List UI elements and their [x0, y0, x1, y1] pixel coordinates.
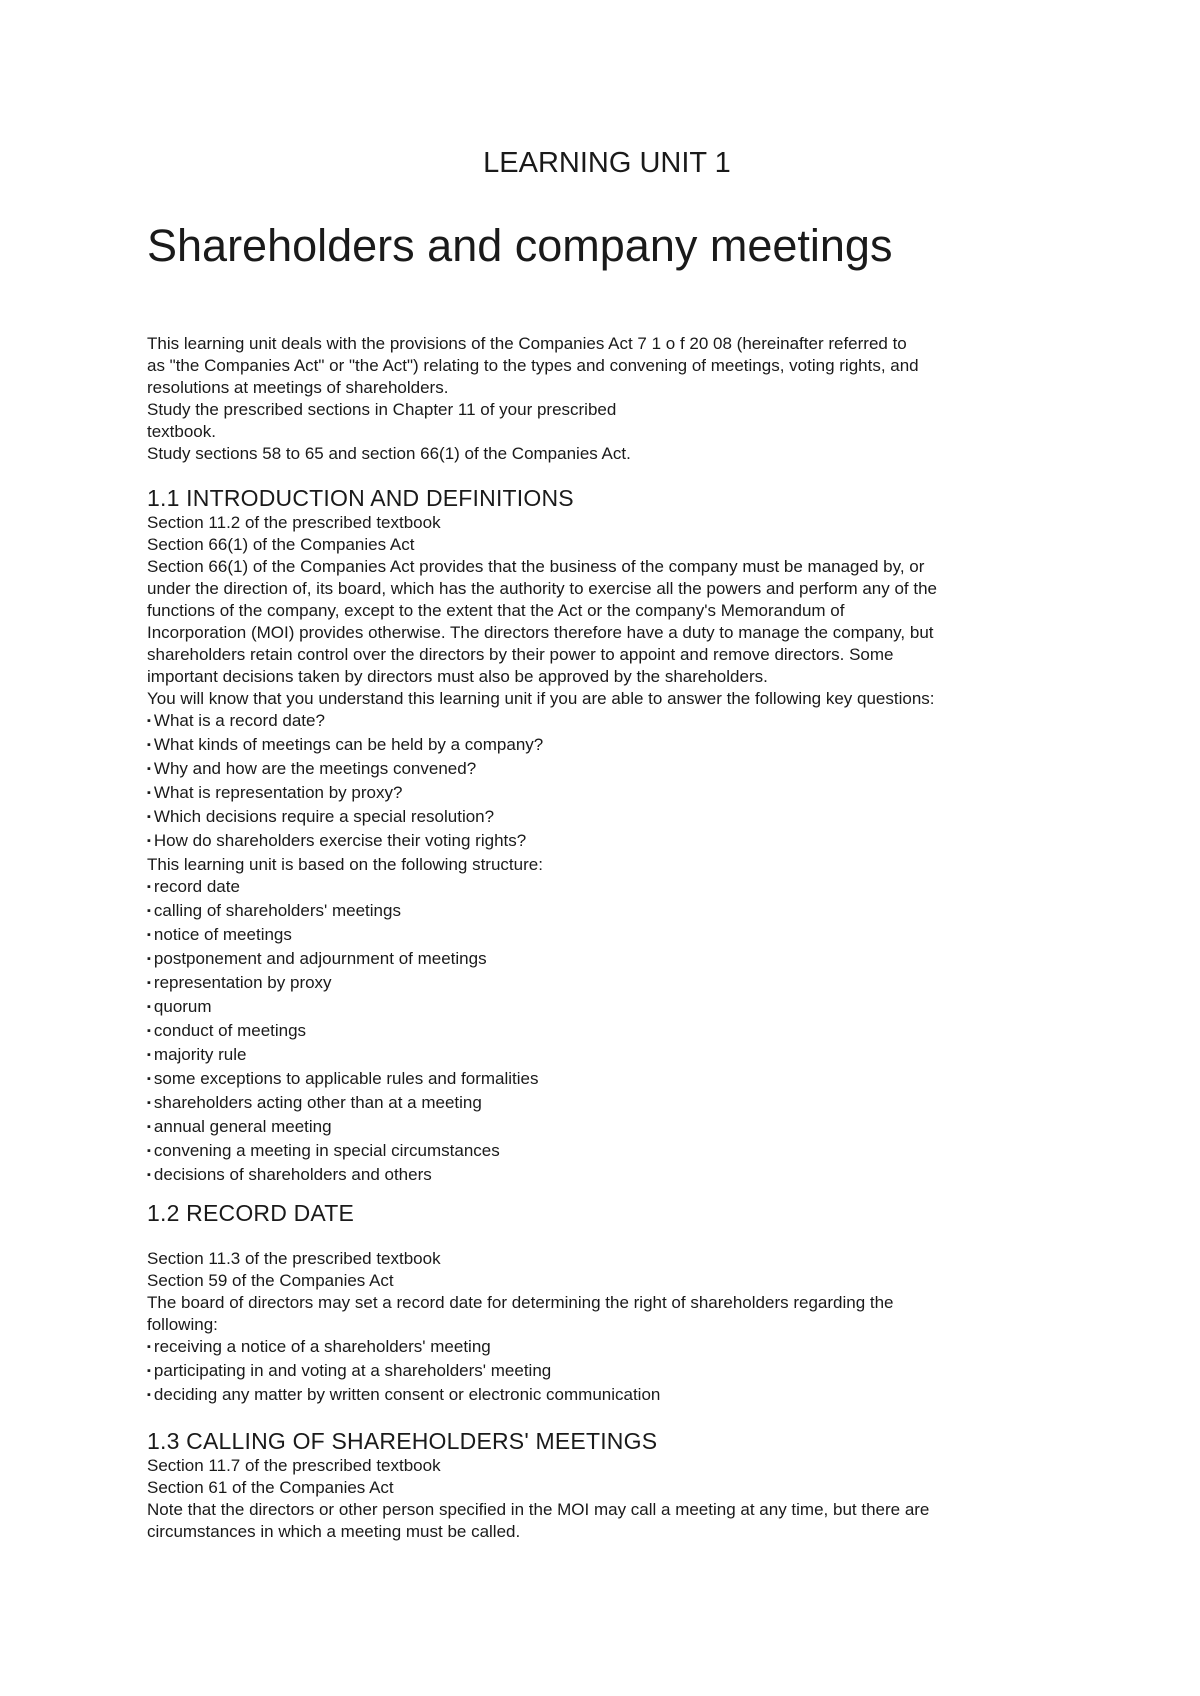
document-title: Shareholders and company meetings: [147, 220, 893, 271]
list-item: ▪ participating in and voting at a shareholders' meeting: [147, 1360, 1067, 1384]
text-line: as "the Companies Act" or "the Act") relating to the types and convening of meetings, voting rights, and: [147, 356, 919, 375]
list-item: ▪ majority rule: [147, 1044, 1067, 1068]
text-line: The board of directors may set a record date for determining the right of shareholders regarding the: [147, 1293, 894, 1312]
section-heading: 1.3 CALLING OF SHAREHOLDERS' MEETINGS: [147, 1428, 658, 1454]
list-item: ▪ shareholders acting other than at a meeting: [147, 1092, 1067, 1116]
list-item: ▪ What kinds of meetings can be held by a company?: [147, 734, 1067, 758]
list-item: ▪ conduct of meetings: [147, 1020, 1067, 1044]
text-line: Section 66(1) of the Companies Act provides that the business of the company must be managed by, or: [147, 557, 925, 576]
list-item: ▪ What is a record date?: [147, 710, 1067, 734]
section-reference: Section 11.3 of the prescribed textbook: [147, 1249, 441, 1268]
list-item: ▪ representation by proxy: [147, 972, 1067, 996]
list-item: ▪ record date: [147, 876, 1067, 900]
text-line: circumstances in which a meeting must be called.: [147, 1522, 521, 1541]
list-item: ▪ postponement and adjournment of meetings: [147, 948, 1067, 972]
list-item: ▪ How do shareholders exercise their voting rights?: [147, 830, 1067, 854]
section-1-2: [147, 1199, 1067, 1408]
section-reference: Section 59 of the Companies Act: [147, 1271, 394, 1290]
section-reference: Section 61 of the Companies Act: [147, 1478, 394, 1497]
list-item: ▪ deciding any matter by written consent or electronic communication: [147, 1384, 1067, 1408]
text-line: textbook.: [147, 422, 216, 441]
text-line: following:: [147, 1315, 218, 1334]
list-item: ▪ quorum: [147, 996, 1067, 1020]
list-item: ▪ decisions of shareholders and others: [147, 1164, 1067, 1188]
structure-list: [147, 876, 1067, 1188]
section-1-1: [147, 484, 1067, 1188]
text-line: This learning unit deals with the provisions of the Companies Act 7 1 o f 20 08 (hereinafter referred to: [147, 334, 907, 353]
list-item: ▪ Which decisions require a special resolution?: [147, 806, 1067, 830]
list-item: ▪ notice of meetings: [147, 924, 1067, 948]
list-item: ▪ receiving a notice of a shareholders' meeting: [147, 1336, 1067, 1360]
text-line: Study the prescribed sections in Chapter 11 of your prescribed: [147, 400, 617, 419]
text-line: under the direction of, its board, which has the authority to exercise all the powers and perform any of the: [147, 579, 937, 598]
list-item: ▪ some exceptions to applicable rules and formalities: [147, 1068, 1067, 1092]
structure-intro: This learning unit is based on the following structure:: [147, 855, 543, 874]
list-item: ▪ annual general meeting: [147, 1116, 1067, 1140]
list-item: ▪ Why and how are the meetings convened?: [147, 758, 1067, 782]
list-item: ▪ convening a meeting in special circumstances: [147, 1140, 1067, 1164]
section-heading: 1.1 INTRODUCTION AND DEFINITIONS: [147, 485, 574, 511]
record-date-list: [147, 1336, 1067, 1408]
section-1-3: [147, 1427, 1067, 1543]
text-line: shareholders retain control over the directors by their power to appoint and remove directors. Some: [147, 645, 894, 664]
text-line: resolutions at meetings of shareholders.: [147, 378, 449, 397]
document-body: [147, 333, 1067, 1543]
text-line: Incorporation (MOI) provides otherwise. The directors therefore have a duty to manage the company, but: [147, 623, 934, 642]
key-questions-list: [147, 710, 1067, 854]
intro-paragraph: [147, 333, 1067, 465]
section-reference: Section 66(1) of the Companies Act: [147, 535, 415, 554]
text-line: functions of the company, except to the extent that the Act or the company's Memorandum of: [147, 601, 845, 620]
list-item: ▪ calling of shareholders' meetings: [147, 900, 1067, 924]
text-line: important decisions taken by directors must also be approved by the shareholders.: [147, 667, 768, 686]
text-line: Note that the directors or other person specified in the MOI may call a meeting at any time, but there are: [147, 1500, 930, 1519]
section-reference: Section 11.7 of the prescribed textbook: [147, 1456, 441, 1475]
unit-label: LEARNING UNIT 1: [483, 147, 731, 179]
section-reference: Section 11.2 of the prescribed textbook: [147, 513, 441, 532]
questions-intro: You will know that you understand this learning unit if you are able to answer the following key questions:: [147, 689, 935, 708]
section-heading: 1.2 RECORD DATE: [147, 1200, 355, 1226]
text-line: Study sections 58 to 65 and section 66(1) of the Companies Act.: [147, 444, 631, 463]
list-item: ▪ What is representation by proxy?: [147, 782, 1067, 806]
